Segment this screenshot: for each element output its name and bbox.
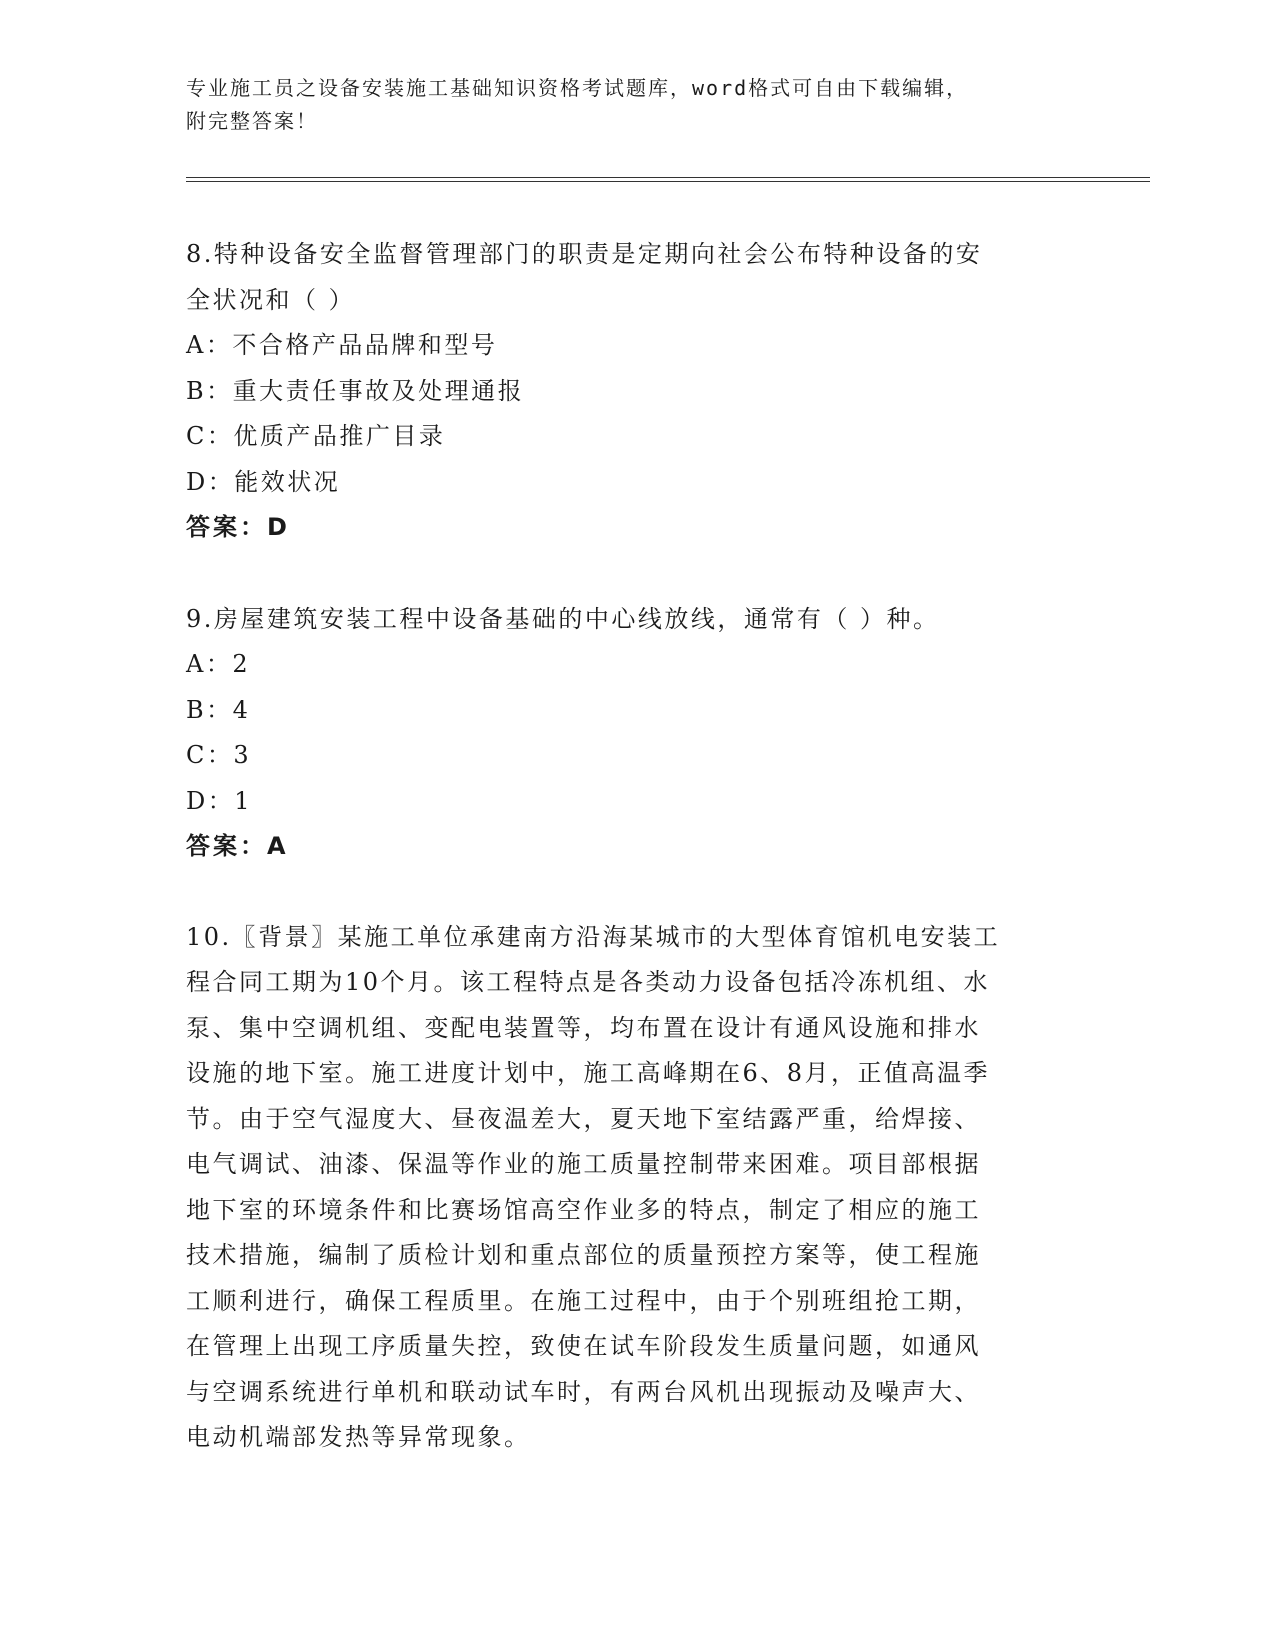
- question-text: 电气调试、油漆、保温等作业的施工质量控制带来困难。项目部根据: [186, 1150, 981, 1178]
- question-9: [186, 597, 1086, 870]
- header-line: 附完整答案！: [186, 109, 318, 133]
- option-b: B：4: [186, 695, 251, 724]
- option-c: C：优质产品推广目录: [186, 422, 446, 450]
- question-8: [186, 232, 1086, 551]
- question-text: 地下室的环境条件和比赛场馆高空作业多的特点，制定了相应的施工: [186, 1195, 981, 1224]
- header-line: 专业施工员之设备安装施工基础知识资格考试题库，word格式可自由下载编辑，: [186, 76, 969, 100]
- question-text: 9.房屋建筑安装工程中设备基础的中心线放线，通常有（ ）种。: [186, 604, 940, 633]
- option-d: D：能效状况: [186, 467, 341, 496]
- question-10: [186, 915, 1086, 1461]
- question-text: 节。由于空气湿度大、昼夜温差大，夏天地下室结露严重，给焊接、: [186, 1104, 981, 1133]
- option-a: A：2: [186, 650, 251, 678]
- question-text: 技术措施，编制了质检计划和重点部位的质量预控方案等，使工程施: [186, 1241, 981, 1269]
- question-text: 在管理上出现工序质量失控，致使在试车阶段发生质量问题，如通风: [186, 1332, 981, 1360]
- question-text: 设施的地下室。施工进度计划中，施工高峰期在6、8月，正值高温季: [186, 1059, 991, 1087]
- document-header: [186, 72, 1066, 138]
- option-c: C：3: [186, 741, 252, 769]
- document-body: [186, 232, 1086, 1461]
- question-text: 泵、集中空调机组、变配电装置等，均布置在设计有通风设施和排水: [186, 1013, 981, 1042]
- question-text: 工顺利进行，确保工程质里。在施工过程中，由于个别班组抢工期，: [186, 1286, 981, 1315]
- question-text: 10.〖背景〗某施工单位承建南方沿海某城市的大型体育馆机电安装工: [186, 922, 1001, 951]
- question-text: 与空调系统进行单机和联动试车时，有两台风机出现振动及噪声大、: [186, 1377, 981, 1406]
- question-text: 全状况和（ ）: [186, 285, 356, 314]
- answer-label: 答案：A: [186, 832, 289, 860]
- option-d: D：1: [186, 786, 253, 815]
- option-b: B：重大责任事故及处理通报: [186, 376, 525, 405]
- option-a: A：不合格产品品牌和型号: [186, 331, 498, 359]
- question-text: 电动机端部发热等异常现象。: [186, 1423, 531, 1451]
- answer-label: 答案：D: [186, 513, 290, 541]
- question-text: 8.特种设备安全监督管理部门的职责是定期向社会公布特种设备的安: [186, 240, 983, 268]
- header-divider-top: [186, 177, 1150, 178]
- header-divider-bottom: [186, 181, 1150, 182]
- question-text: 程合同工期为10个月。该工程特点是各类动力设备包括冷冻机组、水: [186, 968, 991, 996]
- spacer: [186, 551, 1086, 597]
- spacer: [186, 870, 1086, 915]
